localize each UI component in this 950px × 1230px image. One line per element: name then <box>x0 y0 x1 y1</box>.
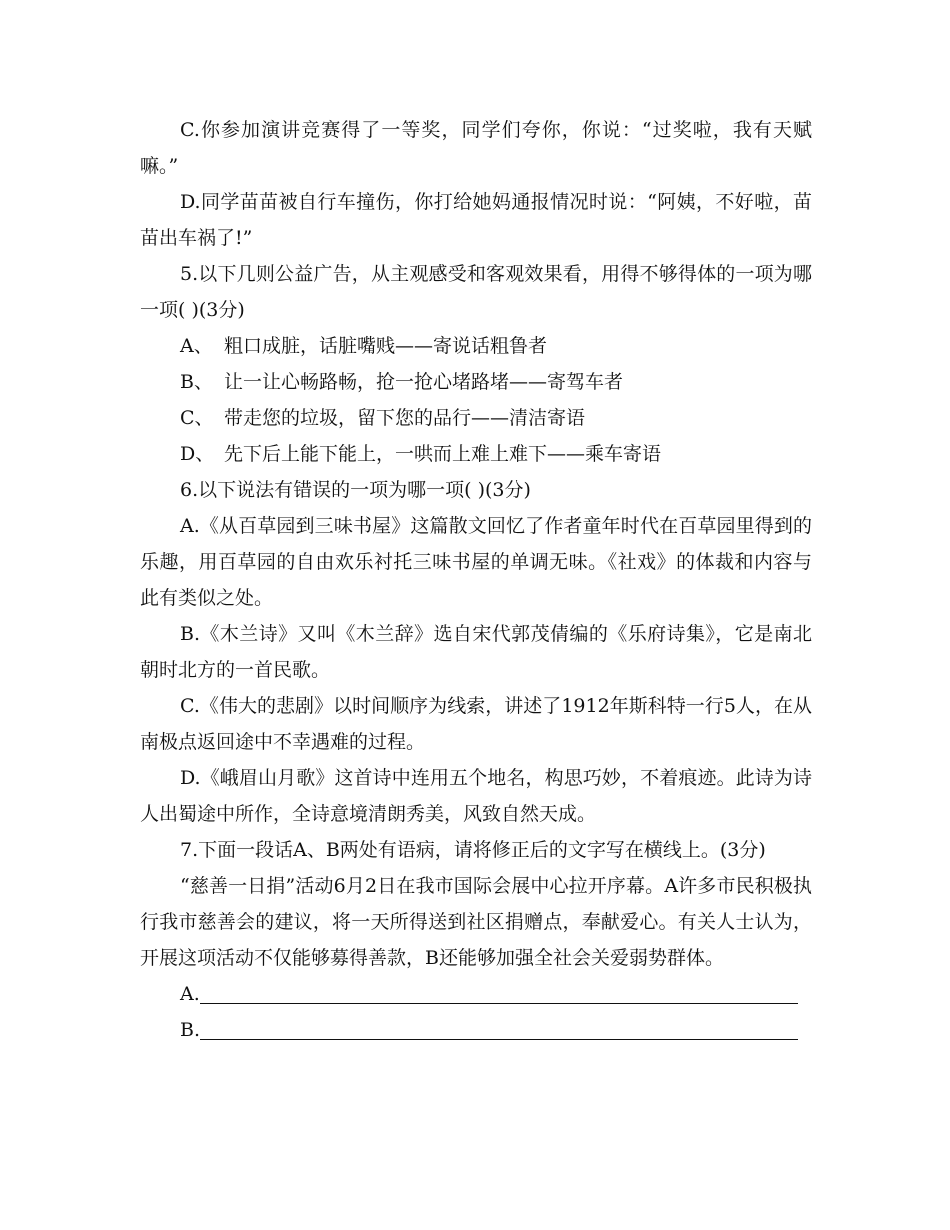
question-6-option-c: C.《伟大的悲剧》以时间顺序为线索，讲述了1912年斯科特一行5人，在从南极点返回途中不幸遇难的过程。 <box>140 695 812 753</box>
question-5-option-b <box>140 364 812 400</box>
option-label: B、 <box>180 371 213 393</box>
option-text: 粗口成脏，话脏嘴贱——寄说话粗鲁者 <box>224 335 548 357</box>
option-label: C、 <box>180 407 214 429</box>
answer-line-a <box>140 976 812 1012</box>
question-6-option-b: B.《木兰诗》又叫《木兰辞》选自宋代郭茂倩编的《乐府诗集》，它是南北朝时北方的一首民歌。 <box>140 623 812 681</box>
option-text: 带走您的垃圾，留下您的品行——清洁寄语 <box>224 407 586 429</box>
answer-label-b: B. <box>180 1019 201 1041</box>
question-4-option-d: D.同学苗苗被自行车撞伤，你打给她妈通报情况时说：“阿姨，不好啦，苗苗出车祸了!” <box>140 191 812 249</box>
answer-line-b <box>140 1012 812 1048</box>
question-7-stem: 7.下面一段话A、B两处有语病，请将修正后的文字写在横线上。(3分) <box>180 839 766 861</box>
answer-blank-a[interactable] <box>200 979 798 1004</box>
question-6-option-d: D.《峨眉山月歌》这首诗中连用五个地名，构思巧妙，不着痕迹。此诗为诗人出蜀途中所作，全诗意境清朗秀美，风致自然天成。 <box>140 767 812 825</box>
document-page <box>140 112 812 1048</box>
question-6-stem: 6.以下说法有错误的一项为哪一项( )(3分) <box>180 479 531 501</box>
question-5-stem: 5.以下几则公益广告，从主观感受和客观效果看，用得不够得体的一项为哪一项( )(3分) <box>140 263 812 321</box>
question-5-option-d <box>140 436 812 472</box>
question-7-passage: “慈善一日捐”活动6月2日在我市国际会展中心拉开序幕。A许多市民积极执行我市慈善会的建议，将一天所得送到社区捐赠点，奉献爱心。有关人士认为，开展这项活动不仅能够募得善款，B还能够加强全社会关爱弱势群体。 <box>140 875 812 969</box>
option-label: D、 <box>180 443 215 465</box>
question-5-option-a <box>140 328 812 364</box>
question-6-option-a: A.《从百草园到三味书屋》这篇散文回忆了作者童年时代在百草园里得到的乐趣，用百草园的自由欢乐衬托三味书屋的单调无味。《社戏》的体裁和内容与此有类似之处。 <box>140 515 812 609</box>
answer-blank-b[interactable] <box>200 1015 798 1040</box>
question-4-option-c: C.你参加演讲竞赛得了一等奖，同学们夸你，你说：“过奖啦，我有天赋嘛。” <box>140 119 812 177</box>
option-text: 先下后上能下能上，一哄而上难上难下——乘车寄语 <box>224 443 662 465</box>
option-label: A、 <box>180 335 213 357</box>
question-5-option-c <box>140 400 812 436</box>
option-text: 让一让心畅路畅，抢一抢心堵路堵——寄驾车者 <box>224 371 624 393</box>
answer-label-a: A. <box>180 983 200 1005</box>
